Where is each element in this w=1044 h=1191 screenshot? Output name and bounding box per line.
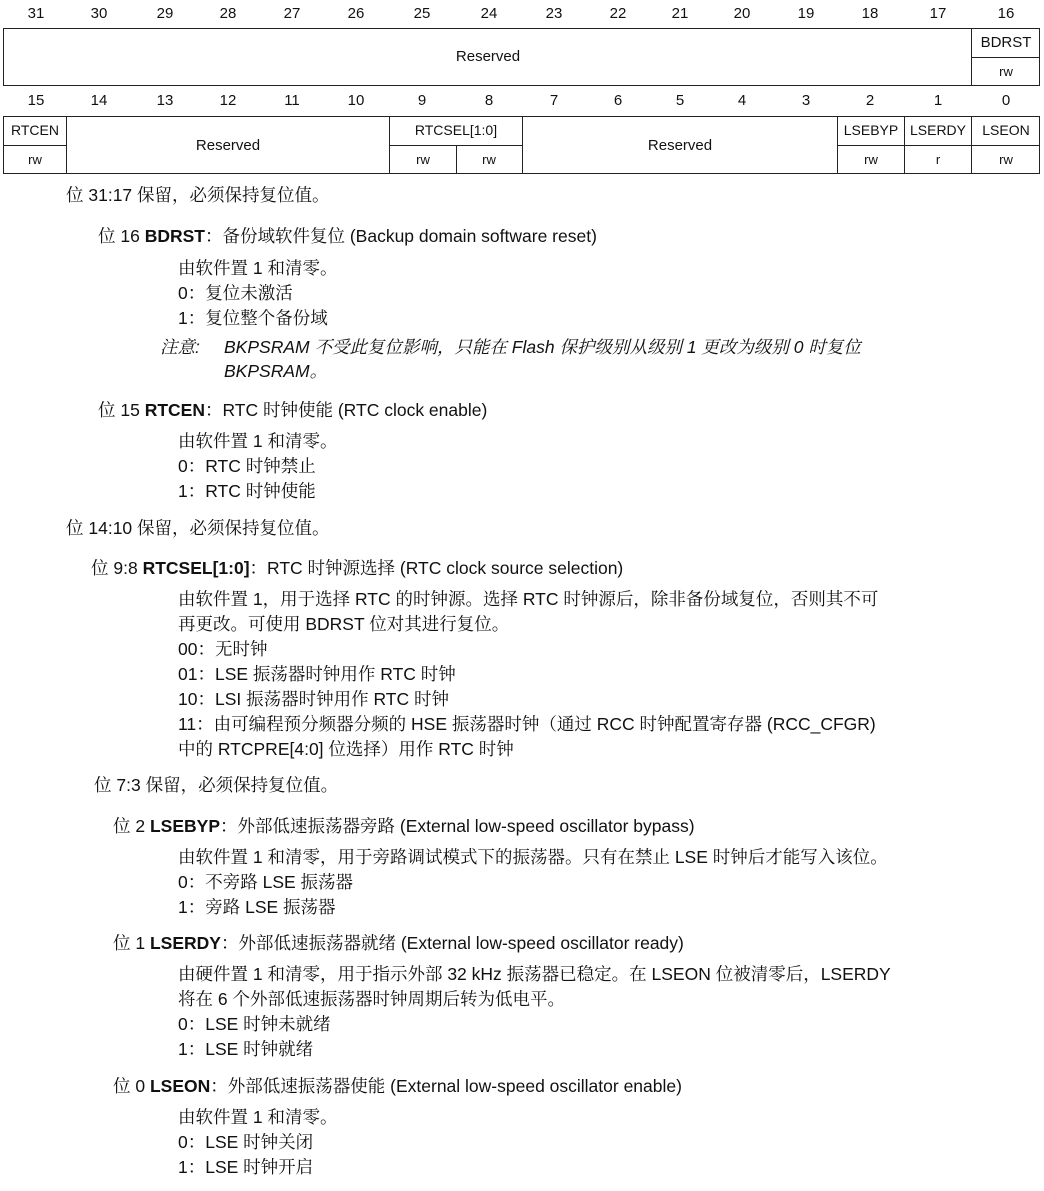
desc-line: 10：LSI 振荡器时钟用作 RTC 时钟 (178, 689, 449, 709)
bit-number: 20 (733, 5, 751, 22)
desc-bits-14-10 (66, 516, 330, 541)
field-name: RTCEN (144, 400, 205, 420)
desc-line: 由硬件置 1 和清零，用于指示外部 32 kHz 振荡器已稳定。在 LSEON 位被清零后，LSERDY (178, 964, 891, 984)
note-text: BKPSRAM 不受此复位影响，只能在 Flash 保护级别从级别 1 更改为级别 0 时复位 (224, 337, 861, 357)
lseon-access: rw (999, 152, 1013, 167)
reserved-label: Reserved (455, 48, 521, 65)
desc-line: 1：LSE 时钟就绪 (178, 1039, 314, 1059)
field-title: ：RTC 时钟使能 (RTC clock enable) (204, 400, 488, 420)
field-name: LSERDY (149, 933, 221, 953)
desc-bit-16-heading (98, 224, 597, 249)
field-title: ：RTC 时钟源选择 (RTC clock source selection) (249, 558, 624, 578)
bit-number: 13 (156, 92, 174, 109)
note-label: 注意: (160, 337, 200, 357)
bit-range: 位 16 (98, 226, 140, 246)
bit-number: 16 (997, 5, 1015, 22)
rtcsel-access-1: rw (416, 152, 430, 167)
desc-text: 保留，必须保持复位值。 (145, 775, 339, 795)
bdrst-label: BDRST (980, 34, 1032, 51)
desc-line: 由软件置 1，用于选择 RTC 的时钟源。选择 RTC 时钟源后，除非备份域复位，否则其不可 (178, 589, 879, 609)
bit-number: 10 (347, 92, 365, 109)
desc-line: 中的 RTCPRE[4:0] 位选择）用作 RTC 时钟 (178, 739, 514, 759)
note-text: BKPSRAM。 (224, 361, 328, 381)
bit-range: 位 0 (113, 1076, 146, 1096)
desc-text: 保留，必须保持复位值。 (137, 518, 330, 538)
bit-number: 18 (861, 5, 879, 22)
lserdy-access: r (935, 152, 941, 167)
bit-number: 9 (417, 92, 427, 109)
desc-line: 由软件置 1 和清零，用于旁路调试模式下的振荡器。只有在禁止 LSE 时钟后才能写入该位。 (178, 847, 888, 867)
desc-line: 11：由可编程预分频器分频的 HSE 振荡器时钟（通过 RCC 时钟配置寄存器 (RCC_CFGR) (178, 714, 876, 734)
field-name: LSEON (149, 1076, 211, 1096)
rtcen-access: rw (28, 152, 42, 167)
bit-number: 11 (284, 92, 300, 109)
field-name: LSEBYP (149, 816, 221, 836)
desc-line: 0：复位未激活 (178, 283, 293, 303)
field-title: ：外部低速振荡器旁路 (External low-speed oscillator bypass) (220, 816, 695, 836)
register-diagram (0, 0, 1044, 180)
field-title: ：外部低速振荡器就绪 (External low-speed oscillator ready) (220, 933, 684, 953)
desc-line: 1：LSE 时钟开启 (178, 1157, 314, 1177)
lower-bit-numbers (28, 92, 1011, 109)
field-name: RTCSEL[1:0] (142, 558, 250, 578)
desc-line: 由软件置 1 和清零。 (178, 258, 338, 278)
bit-number: 30 (90, 5, 108, 22)
desc-text: 保留，必须保持复位值。 (137, 185, 330, 205)
bit-number: 1 (933, 92, 943, 109)
reserved-label: Reserved (195, 137, 261, 154)
bit-number: 31 (27, 5, 45, 22)
field-title: ：外部低速振荡器使能 (External low-speed oscillator enable) (210, 1076, 682, 1096)
lsebyp-label: LSEBYP (843, 122, 899, 138)
desc-bit-0-heading (113, 1074, 682, 1099)
bit-range: 位 7:3 (94, 775, 141, 795)
upper-bit-numbers (28, 5, 1015, 22)
desc-bits-9-8-heading (91, 556, 623, 581)
bit-range: 位 9:8 (91, 558, 138, 578)
bit-number: 5 (675, 92, 685, 109)
bit-number: 26 (347, 5, 365, 22)
desc-bit-1-heading (113, 931, 684, 956)
desc-line: 由软件置 1 和清零。 (178, 1107, 338, 1127)
bit-number: 21 (671, 5, 689, 22)
desc-line: 0：LSE 时钟未就绪 (178, 1014, 331, 1034)
desc-bits-31-17 (66, 183, 330, 208)
desc-line: 由软件置 1 和清零。 (178, 431, 338, 451)
bit-range: 位 2 (113, 816, 146, 836)
desc-bits-7-3 (94, 773, 338, 798)
bit-number: 8 (484, 92, 494, 109)
bit-range: 位 14:10 (66, 518, 133, 538)
bit-range: 位 15 (98, 400, 140, 420)
bit-number: 12 (219, 92, 237, 109)
desc-line: 01：LSE 振荡器时钟用作 RTC 时钟 (178, 664, 456, 684)
desc-line: 1：复位整个备份域 (178, 308, 328, 328)
bit-number: 23 (545, 5, 563, 22)
bit-number: 22 (609, 5, 627, 22)
desc-line: 0：LSE 时钟关闭 (178, 1132, 314, 1152)
bit-number: 2 (865, 92, 875, 109)
field-title: ：备份域软件复位 (Backup domain software reset) (204, 226, 597, 246)
bdrst-access: rw (999, 64, 1013, 79)
desc-bit-15-heading (98, 398, 487, 423)
desc-line: 0：RTC 时钟禁止 (178, 456, 316, 476)
desc-line: 1：RTC 时钟使能 (178, 481, 316, 501)
desc-line: 再更改。可使用 BDRST 位对其进行复位。 (178, 614, 510, 634)
bit-number: 28 (219, 5, 237, 22)
upper-fields (4, 29, 1040, 86)
bit-number: 19 (797, 5, 815, 22)
bit-range: 位 31:17 (66, 185, 133, 205)
rtcsel-access-0: rw (482, 152, 496, 167)
bit-range: 位 1 (113, 933, 146, 953)
desc-line: 1：旁路 LSE 振荡器 (178, 897, 336, 917)
lsebyp-access: rw (864, 152, 878, 167)
bit-number: 24 (480, 5, 498, 22)
rtcen-label: RTCEN (11, 122, 59, 138)
bit-number: 6 (613, 92, 623, 109)
bit-number: 0 (1001, 92, 1011, 109)
rtcsel-label: RTCSEL[1:0] (414, 122, 498, 138)
lserdy-label: LSERDY (909, 122, 967, 138)
bit-number: 17 (929, 5, 947, 22)
bit-number: 14 (90, 92, 108, 109)
bit-number: 4 (737, 92, 747, 109)
desc-bit-2-heading (113, 814, 695, 839)
bit-number: 27 (283, 5, 301, 22)
bit-number: 29 (156, 5, 174, 22)
desc-line: 0：不旁路 LSE 振荡器 (178, 872, 354, 892)
bit-number: 25 (413, 5, 431, 22)
desc-line: 00：无时钟 (178, 639, 268, 659)
desc-line: 将在 6 个外部低速振荡器时钟周期后转为低电平。 (178, 989, 565, 1009)
lseon-label: LSEON (982, 122, 1030, 138)
bit-number: 15 (27, 92, 45, 109)
field-name: BDRST (144, 226, 205, 246)
bit-number: 7 (549, 92, 559, 109)
reserved-label: Reserved (647, 137, 713, 154)
bit-number: 3 (801, 92, 811, 109)
